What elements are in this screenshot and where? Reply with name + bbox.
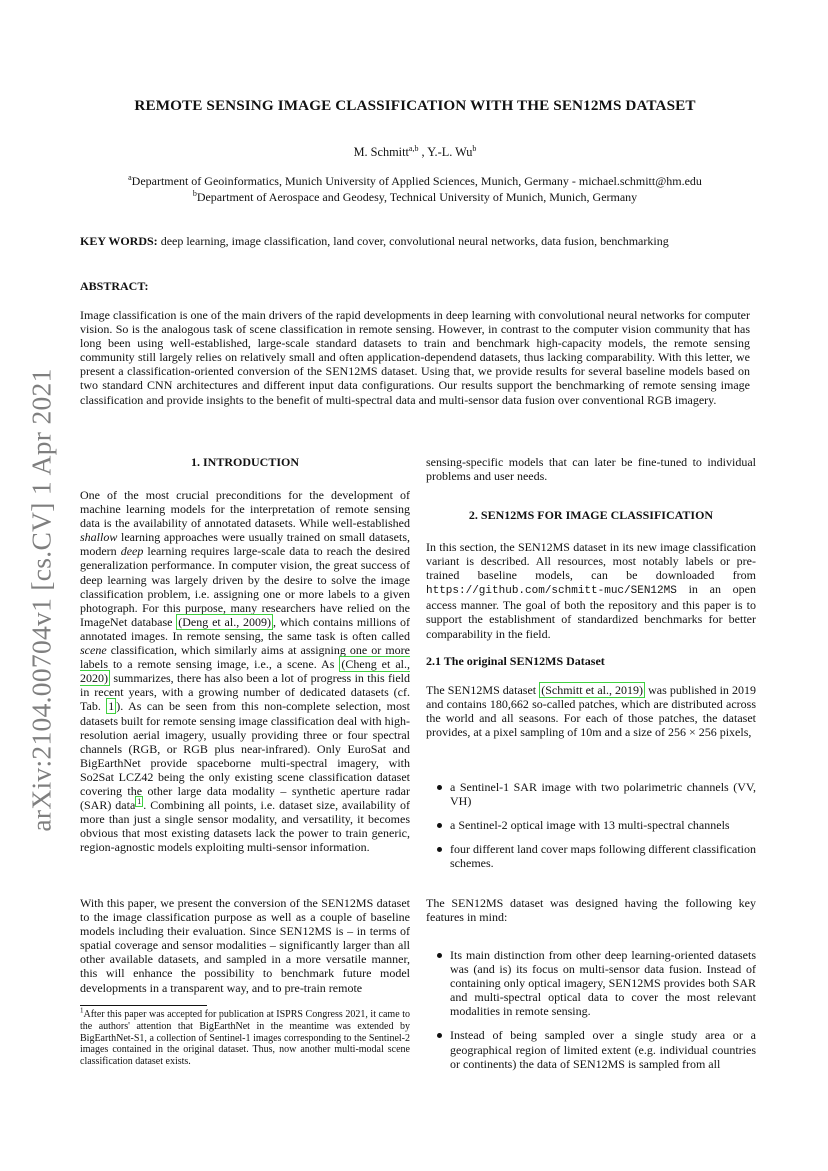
section-2-paragraph xyxy=(426,540,756,641)
subsection-text: The SEN12MS dataset xyxy=(426,683,540,697)
footnote-mark: 1 xyxy=(80,1006,84,1015)
affiliation-a-text: Department of Geoinformatics, Munich University of Applied Sciences, Munich, Germany - michael.schmitt@hm.edu xyxy=(131,174,702,188)
intro-paragraph-2: With this paper, we present the conversion of the SEN12MS dataset to the image classification purpose as well as a couple of baseline models including their evaluation. Since SEN12MS is – in terms of spatial coverage and sensor modalities – significantly larger than all other available datasets, and sampled in a more versatile manner, this will enhance the possibility to benchmark future model developments in a transparent way, and to pre-train remote xyxy=(80,896,410,995)
author-2-affil: b xyxy=(472,143,477,153)
intro-emphasis: shallow xyxy=(80,530,118,545)
list-item: Its main distinction from other deep learning-oriented datasets was (and is) its focus on multi-sensor data fusion. Instead of containing only optical imagery, SEN12MS provides both SAR and multi-spectral optical data to cover the most relevant modalities in remote sensing. xyxy=(426,948,756,1018)
intro-text: . Combining all points, i.e. dataset size, availability of more than just a single sensor modality, and versatility, it becomes obvious that most existing datasets lack the power to train generic, region-agnostic models exploiting multi-sensor information. xyxy=(80,798,410,855)
subsection-text: was published in 2019 and contains 180,662 so-called patches, which are distributed across the world and all seasons. For each of those patches, the dataset provides, at a pixel sampling of 10m and a size of 256 × 256 pixels, xyxy=(426,683,756,740)
intro-text: summarizes, there has also been a lot of progress in this field in recent years, with a growing number of dedicated datasets (cf. Tab. xyxy=(80,671,410,714)
table-ref-link[interactable]: 1 xyxy=(108,699,115,714)
affiliation-b-mark: b xyxy=(192,189,197,198)
list-item: Instead of being sampled over a single study area or a geographical region of limited extent (e.g. individual countries or continents) the data of SEN12MS is sampled from all xyxy=(426,1028,756,1070)
author-1: M. Schmitt xyxy=(353,145,409,159)
list-item: four different land cover maps following different classification schemes. xyxy=(426,842,756,870)
author-2: Y.-L. Wu xyxy=(427,145,473,159)
author-separator: , xyxy=(418,145,428,159)
citation-link-schmitt[interactable]: (Schmitt et al., 2019) xyxy=(541,683,644,697)
intro-emphasis: scene xyxy=(80,643,107,658)
subsection-2-1-heading: 2.1 The original SEN12MS Dataset xyxy=(426,654,605,668)
intro-continuation: sensing-specific models that can later be fine-tuned to individual problems and user needs. xyxy=(426,455,756,484)
repository-url[interactable]: https://github.com/schmitt-muc/SEN12MS xyxy=(426,585,677,598)
abstract-text: Image classification is one of the main drivers of the rapid developments in deep learning with convolutional neural networks for computer vision. So is the analogous task of scene classification in remote sensing. However, in contrast to the computer vision community that has long been using well-established, large-scale standard datasets to train and benchmark high-capacity models, the remote sensing community still largely relies on relatively small and often application-dependend datasets, thus lacking comparability. With this letter, we present a classification-oriented conversion of the SEN12MS dataset. Using that, we provide results for several baseline models based on two standard CNN architectures and different input data configurations. Our results support the benchmarking of remote sensing image classification and provide insights to the benefit of multi-spectral data and multi-sensor data fusion over conventional RGB imagery. xyxy=(80,308,750,407)
section-2-text: In this section, the SEN12MS dataset in its new image classification variant is described. All resources, most notably labels or pre-trained baseline models, can be downloaded from xyxy=(426,540,756,583)
intro-text: ). As can be seen from this non-complete selection, most datasets built for remote sensing image classification deal with high-resolution aerial imagery, usually providing three or four spectral channels (RGB, or RGB plus near-infrared). Only EuroSat and BigEarthNet provide spaceborne multi-spectral imagery, with So2Sat LCZ42 being the only existing scene classification dataset covering the other large data modality – synthetic aperture radar (SAR) data xyxy=(80,699,410,813)
citation-link-deng[interactable]: (Deng et al., 2009) xyxy=(178,614,272,629)
abstract-heading: ABSTRACT: xyxy=(80,279,149,293)
list-item: a Sentinel-2 optical image with 13 multi-spectral channels xyxy=(426,818,756,832)
section-2-text: in an open access manner. The goal of both the repository and this paper is to support the establishment of standardized benchmarks for better comparability in the field. xyxy=(426,582,756,641)
section-2-heading: 2. SEN12MS FOR IMAGE CLASSIFICATION xyxy=(468,508,714,522)
intro-text: One of the most crucial preconditions for the development of machine learning models for the interpretation of remote sensing data is the availability of annotated datasets. While well-established xyxy=(80,488,410,531)
affiliation-b xyxy=(80,190,750,205)
key-features-list xyxy=(426,948,756,1071)
intro-text: , which contains millions of annotated images. In remote sensing, the same task is often called xyxy=(80,614,410,643)
affiliation-a xyxy=(80,174,750,189)
footnote-rule xyxy=(80,1005,207,1006)
keywords-text: deep learning, image classification, land cover, convolutional neural networks, data fusion, benchmarking xyxy=(157,234,669,248)
intro-text: classification, which similarly aims at assigning one or more labels to a remote sensing image, i.e., a scene. As xyxy=(80,643,410,672)
author-line xyxy=(80,145,750,160)
affiliation-a-mark: a xyxy=(128,173,132,182)
keywords xyxy=(80,234,750,249)
keywords-label: KEY WORDS: xyxy=(80,234,158,248)
paper-title: REMOTE SENSING IMAGE CLASSIFICATION WITH THE SEN12MS DATASET xyxy=(134,97,696,114)
list-item: a Sentinel-1 SAR image with two polarimetric channels (VV, VH) xyxy=(426,780,756,808)
affiliation-b-text: Department of Aerospace and Geodesy, Technical University of Munich, Munich, Germany xyxy=(196,190,638,204)
footnote xyxy=(80,1006,410,1068)
footnote-text: After this paper was accepted for publication at ISPRS Congress 2021, it came to the authors' attention that BigEarthNet in the meantime was extended by BigEarthNet-S1, a collection of Sentinel-1 images corresponding to the Sentinel-2 images contained in the original dataset. Thus, now another multi-modal scene classification dataset exists. xyxy=(80,1009,410,1068)
subsection-2-1-paragraph xyxy=(426,683,756,739)
intro-emphasis: deep xyxy=(120,544,144,559)
arxiv-stamp xyxy=(20,360,64,840)
patch-content-list xyxy=(426,780,756,870)
footnote-ref-link[interactable]: 1 xyxy=(137,797,142,807)
design-paragraph: The SEN12MS dataset was designed having the following key features in mind: xyxy=(426,896,756,925)
arxiv-id: arXiv:2104.00704v1 [cs.CV] 1 Apr 2021 xyxy=(26,368,57,832)
citation-link-cheng[interactable]: (Cheng et al., 2020) xyxy=(80,657,410,686)
intro-text: learning requires large-scale data to reach the desired generalization performance. In computer vision, the great success of deep learning was largely driven by the desire to solve the image classification problem, i.e. assigning one or more labels to a given photograph. For this purpose, many researchers have relied on the ImageNet database xyxy=(80,544,410,629)
intro-paragraph-1 xyxy=(80,488,410,854)
intro-text: learning approaches were usually trained on small datasets, modern xyxy=(80,530,410,559)
author-1-affil: a,b xyxy=(408,143,419,153)
section-1-heading: 1. INTRODUCTION xyxy=(190,455,299,469)
